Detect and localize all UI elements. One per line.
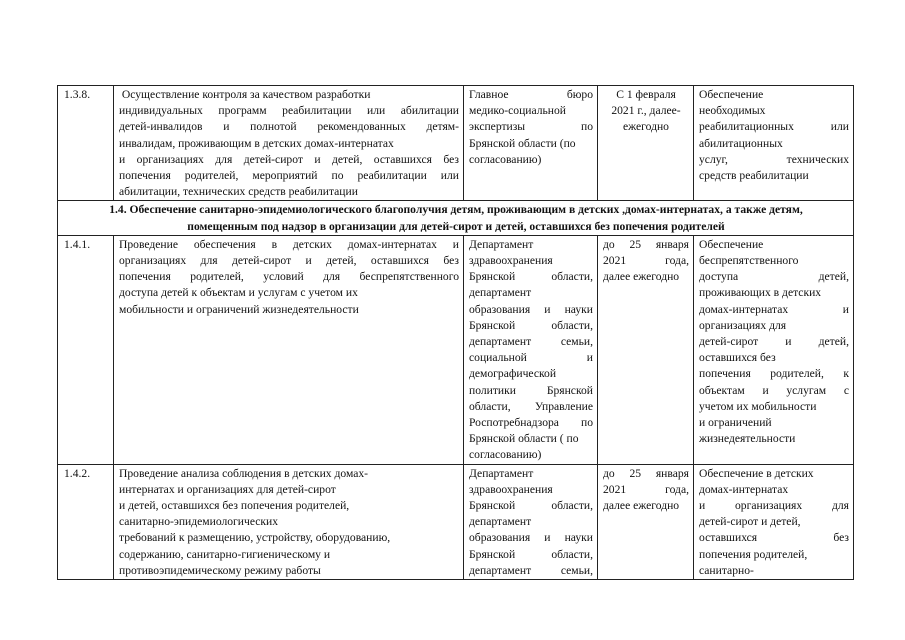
text-line: доступа детей к объектам и услугам с учетом их	[119, 286, 358, 300]
text-line: департамент	[469, 286, 532, 300]
text-line: и детей, оставшихся без попечения родителей,	[119, 499, 350, 513]
text-line: проживающих в детских	[699, 286, 822, 300]
text-line: Главное бюро	[469, 88, 593, 101]
section-header-row	[58, 201, 854, 235]
text-line: демографической	[469, 367, 557, 381]
text-line: попечения родителей,	[699, 547, 808, 561]
item-number: 1.4.2.	[58, 464, 114, 579]
text-line: 2021 г., далее-	[611, 104, 681, 118]
text-line: области, Управление	[469, 399, 593, 413]
text-line: согласованию)	[469, 448, 542, 462]
text-line: социальной и	[469, 351, 593, 365]
text-line: абилитации, технических средств реабилитации	[119, 185, 358, 199]
text-line: мобильности и ограничений жизнедеятельности	[119, 302, 359, 316]
text-line: и организациях для	[699, 499, 849, 513]
text-line: образования и науки	[469, 531, 593, 545]
text-line: абилитационных	[699, 136, 783, 150]
text-line: детей-сирот и детей,	[699, 335, 849, 349]
responsible-cell	[464, 235, 598, 464]
text-line: 2021 года,	[603, 482, 689, 496]
text-line: доступа детей,	[699, 270, 849, 284]
text-line: попечения родителей, условий для беспрепятственного	[119, 270, 459, 284]
responsible-cell	[464, 464, 598, 579]
text-line: Обеспечение	[699, 237, 764, 251]
text-line: Роспотребнадзора по	[469, 416, 593, 430]
text-line: Брянской области,	[469, 499, 593, 513]
text-line: Обеспечение	[699, 88, 764, 101]
text-line: Проведение обеспечения в детских домах-интернатах и	[119, 237, 459, 251]
text-line: Департамент	[469, 466, 534, 480]
text-line: далее ежегодно	[603, 499, 680, 513]
text-line: реабилитационных или	[699, 120, 849, 134]
text-line: и ограничений	[699, 416, 772, 430]
text-line: медико-социальной	[469, 104, 567, 118]
text-line: необходимых	[699, 104, 766, 118]
text-line: политики Брянской	[469, 383, 593, 397]
text-line: ежегодно	[623, 120, 669, 134]
text-line: учетом их мобильности	[699, 399, 817, 413]
text-line: 2021 года,	[603, 254, 689, 268]
text-line: попечения родителей, мероприятий по реабилитации или	[119, 169, 459, 183]
term-cell	[598, 464, 694, 579]
text-line: домах-интернатах и	[699, 302, 849, 316]
text-line: объектам и услугам с	[699, 383, 849, 397]
measures-table	[57, 85, 854, 580]
text-line: санитарно-эпидемиологических	[119, 515, 279, 529]
responsible-cell	[464, 86, 598, 201]
text-line: до 25 января	[603, 466, 689, 480]
text-line: жизнедеятельности	[699, 432, 796, 446]
text-line: департамент семьи,	[469, 335, 593, 349]
text-line: требований к размещению, устройству, оборудованию,	[119, 531, 391, 545]
term-cell	[598, 86, 694, 201]
text-line: индивидуальных программ реабилитации или абилитации	[119, 104, 459, 118]
text-line: далее ежегодно	[603, 270, 680, 284]
item-number: 1.3.8.	[58, 86, 114, 201]
text-line: Департамент	[469, 237, 534, 251]
text-line: Брянской области,	[469, 318, 593, 332]
text-line: Брянской области (по	[469, 136, 576, 150]
action-cell	[114, 464, 464, 579]
text-line: здравоохранения	[469, 254, 553, 268]
table-row	[58, 464, 854, 579]
section-title-line: 1.4. Обеспечение санитарно-эпидемиологического благополучия детям, проживающим в детских ,домах-интернатах, а также детям,	[109, 203, 803, 217]
text-line: детей-инвалидов и полнотой рекомендованных детям-	[119, 120, 459, 134]
text-line: согласованию)	[469, 152, 542, 166]
text-line: домах-интернатах	[699, 482, 789, 496]
text-line: Брянской области,	[469, 547, 593, 561]
action-cell	[114, 86, 464, 201]
text-line: до 25 января	[603, 237, 689, 251]
text-line: оставшихся без	[699, 531, 849, 545]
term-cell	[598, 235, 694, 464]
text-line: Брянской области ( по	[469, 432, 579, 446]
text-line: здравоохранения	[469, 482, 553, 496]
text-line: Проведение анализа соблюдения в детских домах-	[119, 466, 369, 480]
text-line: санитарно-	[699, 563, 754, 577]
text-line: Осуществление контроля за качеством разработки	[119, 88, 371, 101]
text-line: образования и науки	[469, 302, 593, 316]
text-line: и организациях для детей-сирот и детей, оставшихся без	[119, 152, 459, 166]
item-number: 1.4.1.	[58, 235, 114, 464]
section-title-line: помещенным под надзор в организации для детей-сирот и детей, оставшихся без попечения родителей	[187, 219, 725, 233]
text-line: организациях для	[699, 318, 787, 332]
text-line: услуг, технических	[699, 152, 849, 166]
text-line: Брянской области,	[469, 270, 593, 284]
section-title	[58, 201, 854, 235]
text-line: беспрепятственного	[699, 254, 799, 268]
text-line: С 1 февраля	[616, 88, 676, 101]
text-line: детей-сирот и детей,	[699, 515, 801, 529]
result-cell	[694, 235, 854, 464]
result-cell	[694, 464, 854, 579]
text-line: экспертизы по	[469, 120, 593, 134]
text-line: средств реабилитации	[699, 169, 809, 183]
text-line: попечения родителей, к	[699, 367, 849, 381]
table-row	[58, 235, 854, 464]
text-line: департамент семьи,	[469, 563, 593, 577]
table-row	[58, 86, 854, 201]
text-line: Обеспечение в детских	[699, 466, 814, 480]
text-line: организациях для детей-сирот и детей, оставшихся без	[119, 254, 459, 268]
text-line: противоэпидемическому режиму работы	[119, 563, 321, 577]
text-line: инвалидам, проживающим в детских домах-интернатах	[119, 136, 394, 150]
text-line: интернатах и организациях для детей-сирот	[119, 482, 336, 496]
result-cell	[694, 86, 854, 201]
action-cell	[114, 235, 464, 464]
text-line: оставшихся без	[699, 351, 776, 365]
text-line: содержанию, санитарно-гигиеническому и	[119, 547, 331, 561]
text-line: департамент	[469, 515, 532, 529]
